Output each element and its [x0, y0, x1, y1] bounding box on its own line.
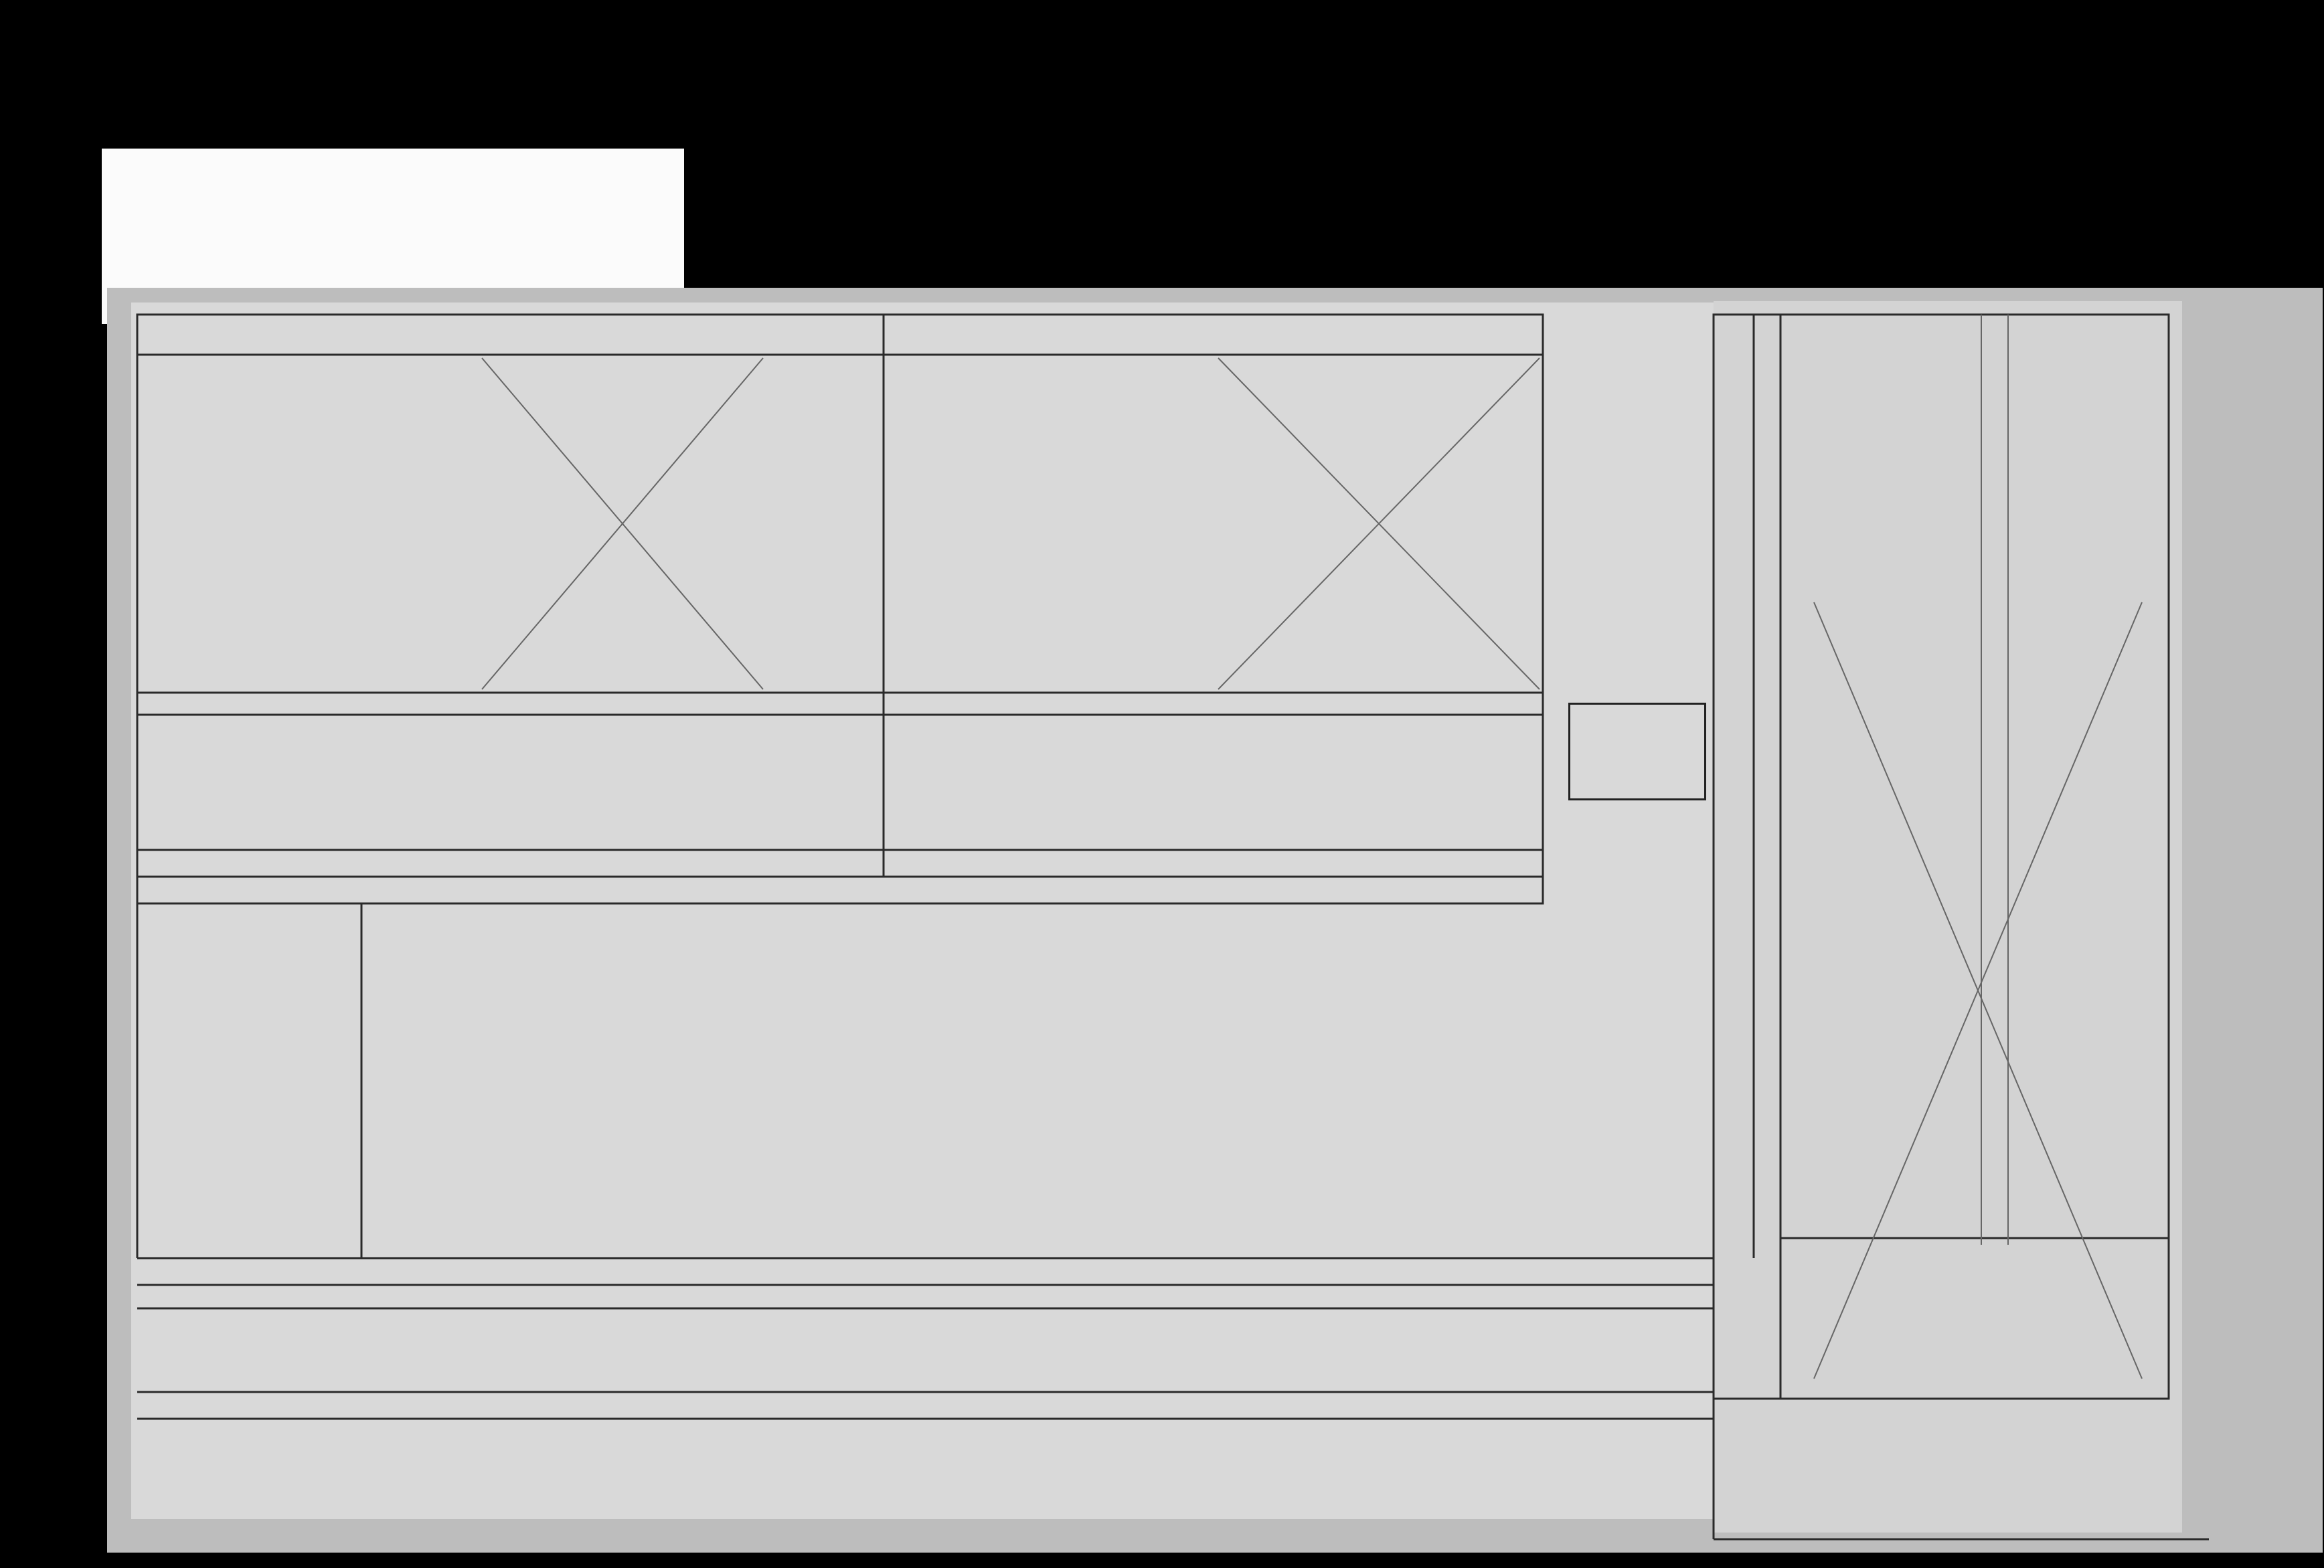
card-number-box: [1568, 703, 1706, 800]
